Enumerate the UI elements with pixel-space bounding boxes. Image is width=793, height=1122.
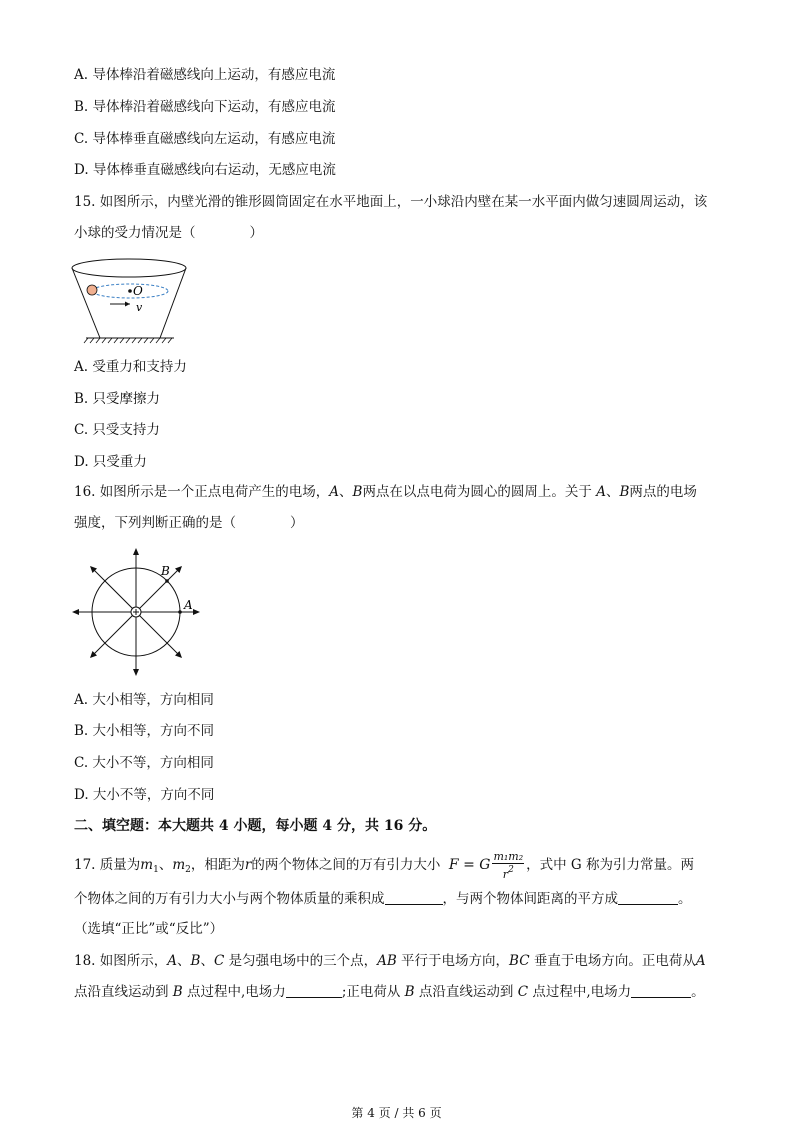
q17-stem-line2: 个物体之间的万有引力大小与两个物体质量的乘积成 ，与两个物体间距离的平方成 。: [74, 891, 692, 907]
q16-option-a: A. 大小相等，方向相同: [74, 692, 214, 708]
q14-option-c: C. 导体棒垂直磁感线向左运动，有感应电流: [74, 131, 336, 147]
q17-stem-line1: 17. 质量为$m_1$、$m_2$，相距为r的两个物体之间的万有引力大小 F = G $\frac{\text{m₁m₂}}{r^2}$ ，式中 G 称为引力常量。两: [74, 850, 695, 881]
q18-stem-line1: 18. 如图所示，A、B、C 是匀强电场中的三个点，AB 平行于电场方向，BC 垂直于电场方向。正电荷从A: [74, 953, 706, 969]
gravity-formula: F = G: [448, 857, 491, 873]
arrow-right: [193, 609, 200, 615]
q14-option-b: B. 导体棒沿着磁感线向下运动，有感应电流: [74, 99, 336, 115]
ball: [87, 285, 97, 295]
q14-option-d: D. 导体棒垂直磁感线向右运动，无感应电流: [74, 162, 336, 178]
page-footer: 第 4 页 / 共 6 页: [351, 1106, 442, 1120]
q15-stem-line1: 15. 如图所示，内壁光滑的锥形圆筒固定在水平地面上，一小球沿内壁在某一水平面内做匀速圆周运动，该: [74, 194, 708, 210]
label-a: A: [184, 598, 193, 612]
cone-left-wall: [72, 268, 100, 338]
q15-option-b: B. 只受摩擦力: [74, 391, 161, 407]
point-b: [165, 579, 169, 583]
q16-stem-line1: 16. 如图所示是一个正点电荷产生的电场，A、B两点在以点电荷为圆心的圆周上。关于 A、B两点的电场: [74, 484, 697, 500]
q18-blank-2[interactable]: [631, 984, 691, 998]
ground-hatch: [84, 338, 172, 343]
q18-stem-line2: 点沿直线运动到 B 点过程中,电场力 ;正电荷从 B 点沿直线运动到 C 点过程中,电场力 。: [74, 984, 705, 1000]
section-heading: 二、填空题：本大题共 4 小题，每小题 4 分，共 16 分。: [74, 818, 437, 834]
cone-right-wall: [160, 268, 186, 338]
q17-blank-2[interactable]: [618, 891, 678, 905]
cone-rim: [72, 259, 186, 277]
q17-blank-1[interactable]: [385, 891, 443, 905]
point-a: [178, 610, 182, 614]
arrow-left: [72, 609, 79, 615]
q15-cone-figure: [70, 255, 195, 347]
q16-option-d: D. 大小不等，方向不同: [74, 787, 215, 803]
q15-option-c: C. 只受支持力: [74, 422, 160, 438]
q14-option-a: A. 导体棒沿着磁感线向上运动，有感应电流: [74, 67, 336, 83]
q18-blank-1[interactable]: [286, 984, 342, 998]
q16-field-figure: [72, 548, 202, 676]
label-v: v: [136, 301, 143, 314]
arrow-up: [133, 548, 139, 555]
q16-option-b: B. 大小相等，方向不同: [74, 723, 215, 739]
arrow-down: [133, 669, 139, 676]
center-point-o: [128, 289, 132, 293]
q16-option-c: C. 大小不等，方向相同: [74, 755, 214, 771]
q15-stem-line2: 小球的受力情况是（ ）: [74, 225, 263, 241]
label-b: B: [161, 564, 170, 578]
q17-stem-line3: （选填“正比”或“反比”）: [74, 921, 224, 937]
label-o: O: [133, 284, 143, 298]
formula-fraction: $\frac{\text{m₁m₂}}{r^2}$: [493, 850, 524, 881]
q15-option-d: D. 只受重力: [74, 454, 147, 470]
q16-stem-line2: 强度，下列判断正确的是（ ）: [74, 515, 304, 531]
q15-option-a: A. 受重力和支持力: [74, 359, 187, 375]
